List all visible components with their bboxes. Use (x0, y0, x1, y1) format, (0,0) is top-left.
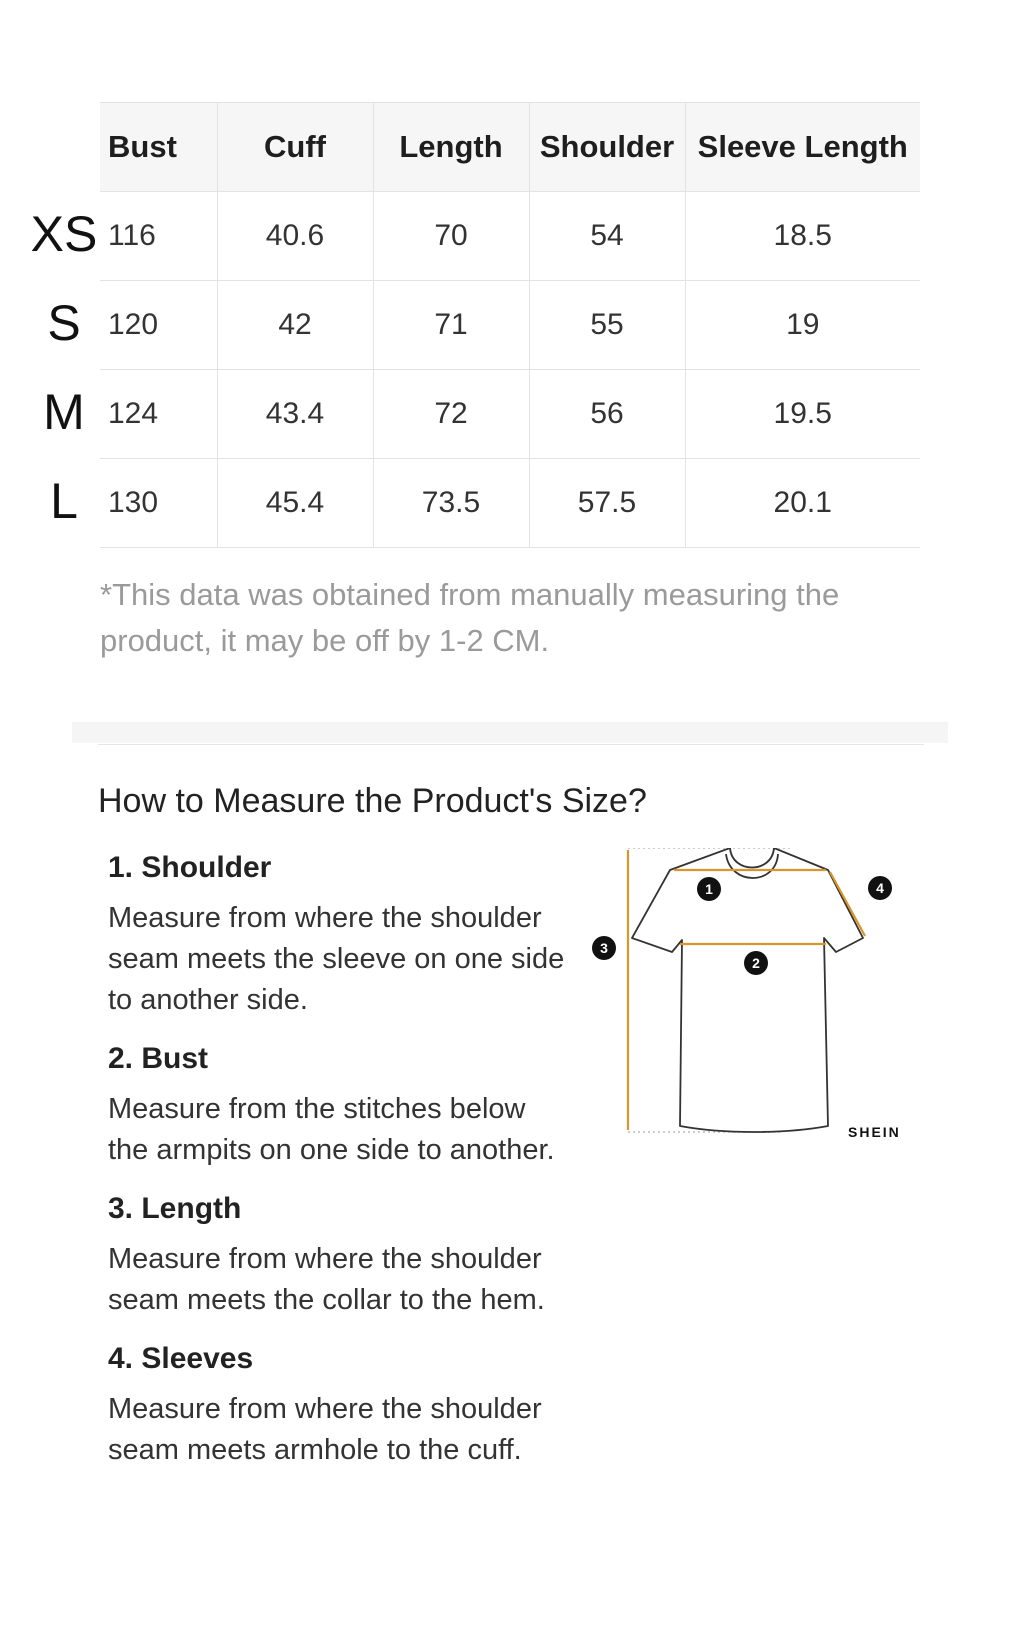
column-header-length: Length (373, 103, 529, 192)
size-label-xs: XS (30, 206, 98, 262)
table-header-row (100, 103, 920, 192)
table-cell: 55 (529, 281, 685, 370)
table-cell: 70 (373, 192, 529, 281)
step-description: Measure from where the shoulder seam meets the collar to the hem. (108, 1243, 545, 1316)
table-cell: 130 (100, 459, 217, 548)
table-row (100, 459, 920, 548)
section-divider-band (72, 722, 948, 743)
step-description: Measure from the stitches below the armpits on one side to another. (108, 1093, 555, 1166)
step-description: Measure from where the shoulder seam meets armhole to the cuff. (108, 1393, 542, 1466)
size-label-l: L (50, 473, 78, 529)
column-header-shoulder: Shoulder (529, 103, 685, 192)
table-cell: 40.6 (217, 192, 373, 281)
marker-1-label: 1 (705, 881, 713, 897)
size-label-m: M (43, 384, 85, 440)
table-cell: 124 (100, 370, 217, 459)
size-label-s: S (47, 295, 81, 351)
table-cell: 57.5 (529, 459, 685, 548)
how-to-measure-title: How to Measure the Product's Size? (98, 782, 647, 820)
column-header-sleeve-length: Sleeve Length (685, 103, 920, 192)
step-title: 4. Sleeves (108, 1342, 254, 1375)
table-cell: 54 (529, 192, 685, 281)
table-cell: 120 (100, 281, 217, 370)
step-length (108, 1189, 568, 1321)
table-cell: 19 (685, 281, 920, 370)
table-cell: 56 (529, 370, 685, 459)
marker-2 (744, 951, 768, 975)
table-cell: 43.4 (217, 370, 373, 459)
table-cell: 19.5 (685, 370, 920, 459)
tshirt-outline (632, 848, 863, 1132)
column-header-cuff: Cuff (217, 103, 373, 192)
table-cell: 71 (373, 281, 529, 370)
brand-logo: SHEIN (848, 1124, 901, 1140)
marker-4-label: 4 (876, 880, 884, 896)
table-row (100, 192, 920, 281)
step-sleeves (108, 1339, 568, 1471)
marker-4 (868, 876, 892, 900)
step-title: 3. Length (108, 1192, 242, 1225)
size-table-container (100, 102, 920, 548)
marker-3-label: 3 (600, 940, 608, 956)
table-cell: 73.5 (373, 459, 529, 548)
table-cell: 72 (373, 370, 529, 459)
column-header-bust: Bust (100, 103, 217, 192)
measurement-note: *This data was obtained from manually measuring the product, it may be off by 1-2 CM. (100, 577, 840, 658)
size-labels (26, 190, 102, 546)
table-cell: 18.5 (685, 192, 920, 281)
measure-steps (108, 848, 568, 1489)
table-cell: 45.4 (217, 459, 373, 548)
table-row (100, 281, 920, 370)
table-cell: 42 (217, 281, 373, 370)
table-cell: 116 (100, 192, 217, 281)
step-title: 1. Shoulder (108, 851, 272, 884)
marker-1 (697, 877, 721, 901)
step-bust (108, 1039, 568, 1171)
table-cell: 20.1 (685, 459, 920, 548)
tshirt-diagram-icon (580, 848, 910, 1148)
marker-2-label: 2 (752, 955, 760, 971)
step-shoulder (108, 848, 568, 1021)
size-table (100, 102, 920, 548)
step-title: 2. Bust (108, 1042, 209, 1075)
step-description: Measure from where the shoulder seam meets the sleeve on one side to another side. (108, 902, 565, 1016)
table-row (100, 370, 920, 459)
section-divider-line (98, 744, 924, 745)
marker-3 (592, 936, 616, 960)
